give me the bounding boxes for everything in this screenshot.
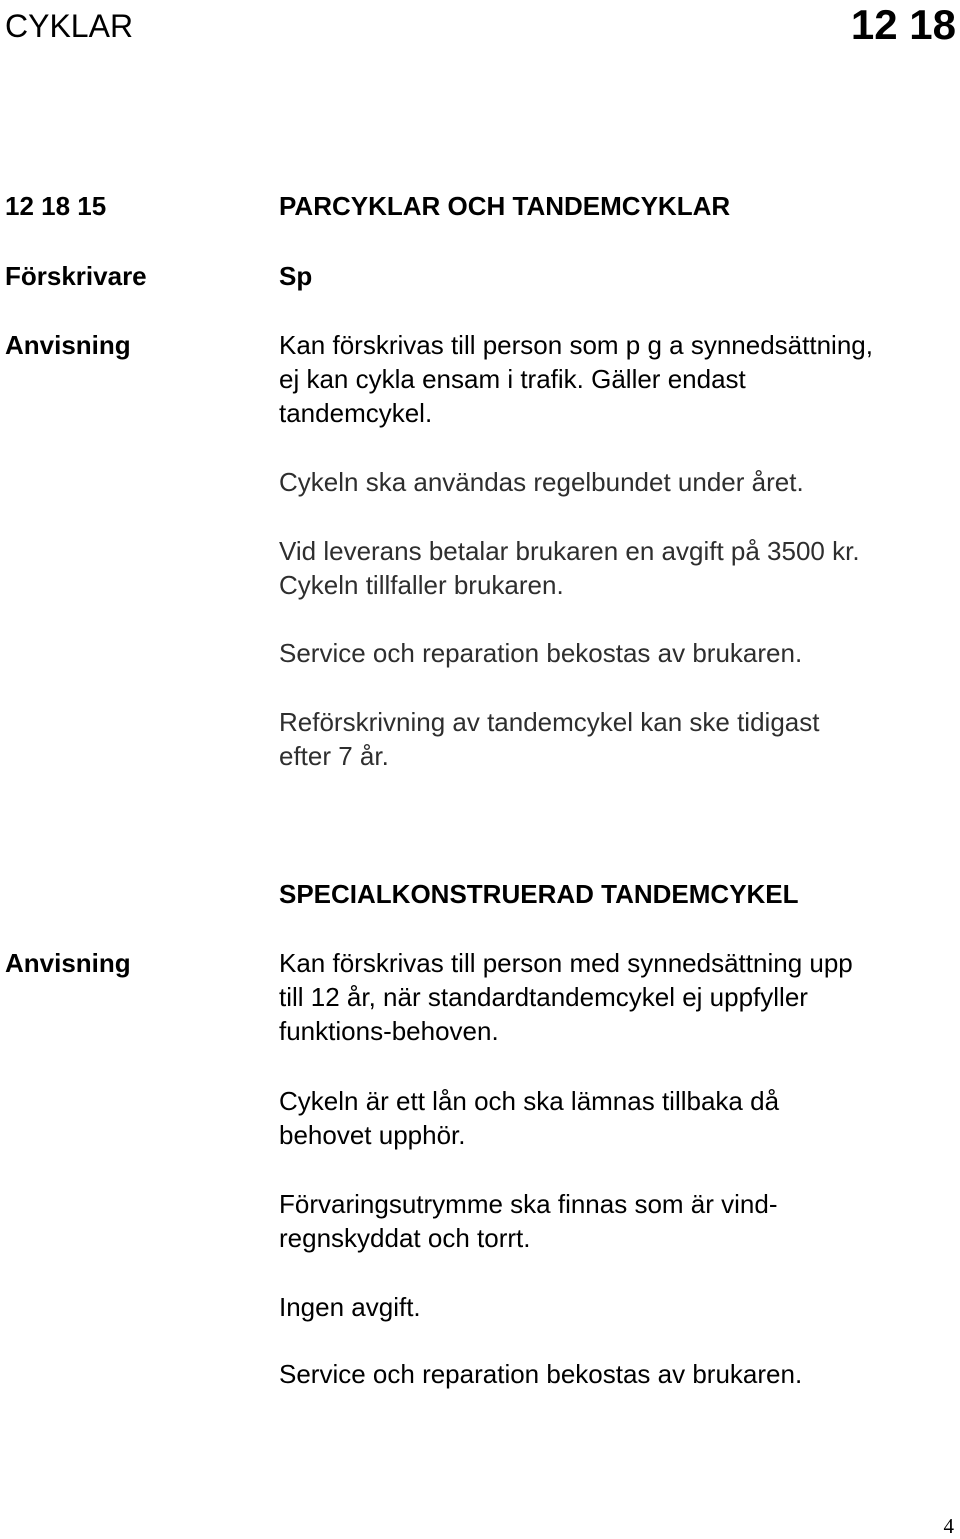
prescriber-value: Sp [279,261,313,291]
page-number: 4 [943,1514,954,1538]
section-title: PARCYKLAR OCH TANDEMCYKLAR [279,191,731,221]
paragraph-line: Service och reparation bekostas av brukaren. [279,1359,803,1389]
paragraph [279,328,873,430]
section-code: 12 18 15 [5,191,107,221]
paragraph-line: Cykeln är ett lån och ska lämnas tillbaka då [279,1086,780,1116]
paragraph [279,1084,779,1152]
paragraph-line: Cykeln ska användas regelbundet under året. [279,467,804,497]
paragraph [279,534,860,602]
section-title: SPECIALKONSTRUERAD TANDEMCYKEL [279,879,799,909]
paragraph-line: tandemcykel. [279,398,433,428]
paragraph-line: ej kan cykla ensam i trafik. Gäller endast [279,364,746,394]
paragraph [279,1187,777,1255]
paragraph-line: Reförskrivning av tandemcykel kan ske tidigast [279,707,820,737]
paragraph-line: Kan förskrivas till person med synnedsättning upp [279,948,853,978]
instruction-label: Anvisning [5,948,131,978]
paragraph-line: Cykeln tillfaller brukaren. [279,570,564,600]
paragraph-line: Förvaringsutrymme ska finnas som är vind- [279,1189,778,1219]
paragraph [279,1357,802,1391]
paragraph-line: behovet upphör. [279,1120,466,1150]
paragraph-line: Service och reparation bekostas av brukaren. [279,638,803,668]
instruction-label: Anvisning [5,330,131,360]
paragraph-line: efter 7 år. [279,741,389,771]
paragraph-line: till 12 år, när standardtandemcykel ej uppfyller [279,982,808,1012]
paragraph [279,465,804,499]
paragraph [279,946,853,1048]
paragraph [279,1290,421,1324]
paragraph [279,636,802,670]
paragraph-line: Ingen avgift. [279,1292,421,1322]
paragraph-line: regnskyddat och torrt. [279,1223,531,1253]
paragraph [279,705,819,773]
chapter-title: CYKLAR [5,8,134,44]
prescriber-label: Förskrivare [5,261,147,291]
paragraph-line: funktions-behoven. [279,1016,499,1046]
paragraph-line: Vid leverans betalar brukaren en avgift på 3500 kr. [279,536,860,566]
chapter-code: 12 18 [850,1,956,48]
paragraph-line: Kan förskrivas till person som p g a synnedsättning, [279,330,873,360]
